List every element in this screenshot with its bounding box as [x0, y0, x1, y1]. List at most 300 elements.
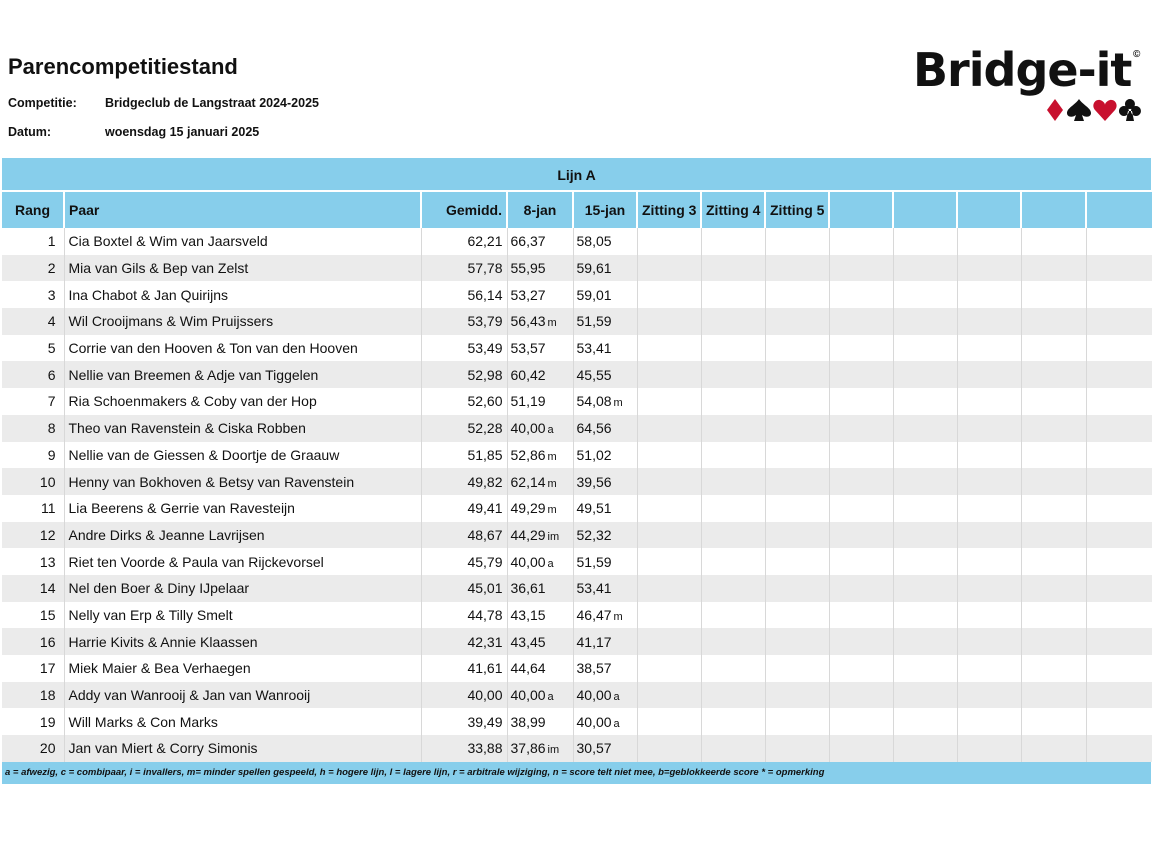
empty-cell: [701, 468, 765, 495]
paar-cell: [64, 575, 421, 602]
table-row: [2, 281, 1152, 308]
empty-cell: [893, 522, 957, 549]
empty-cell: [893, 628, 957, 655]
empty-cell: [957, 388, 1021, 415]
empty-cell: [893, 655, 957, 682]
gemidd-cell: [421, 388, 507, 415]
empty-cell: [1021, 281, 1086, 308]
gemidd-cell: [421, 335, 507, 362]
empty-cell: [829, 655, 893, 682]
logo-text: Bridge-it: [913, 43, 1132, 97]
gemidd-cell: [421, 708, 507, 735]
paar-cell: [64, 628, 421, 655]
paar-value: Cia Boxtel & Wim van Jaarsveld: [68, 233, 268, 250]
rang-cell: [2, 682, 64, 709]
session-1-cell: [507, 415, 573, 442]
col-empty: [893, 192, 957, 228]
gemidd-value: 53,49: [467, 340, 503, 357]
table-row: [2, 655, 1152, 682]
empty-cell: [1021, 255, 1086, 282]
paar-value: Miek Maier & Bea Verhaegen: [68, 660, 251, 677]
gemidd-cell: [421, 735, 507, 762]
paar-cell: [64, 495, 421, 522]
rang-cell: [2, 308, 64, 335]
score-value: 43,45: [510, 633, 546, 650]
paar-value: Addy van Wanrooij & Jan van Wanrooij: [68, 687, 311, 704]
empty-cell: [957, 655, 1021, 682]
heart-icon: [1093, 100, 1116, 121]
empty-cell: [1086, 255, 1152, 282]
empty-cell: [637, 602, 701, 629]
rang-cell: [2, 442, 64, 469]
empty-cell: [637, 388, 701, 415]
table-row: [2, 575, 1152, 602]
score-value: 43,15: [510, 606, 546, 623]
score-value: 40,00: [510, 420, 546, 437]
rang-value: 6: [47, 366, 56, 383]
col-gemidd: Gemidd.: [421, 192, 507, 228]
empty-cell: [701, 548, 765, 575]
empty-cell: [765, 735, 829, 762]
club-icon: [1119, 99, 1141, 121]
paar-cell: [64, 548, 421, 575]
empty-cell: [829, 735, 893, 762]
table-row: [2, 628, 1152, 655]
empty-cell: [765, 575, 829, 602]
session-2-cell: [573, 281, 637, 308]
session-1-cell: [507, 602, 573, 629]
session-2-cell: [573, 442, 637, 469]
session-2-cell: [573, 735, 637, 762]
session-2-cell: [573, 628, 637, 655]
paar-value: Ria Schoenmakers & Coby van der Hop: [68, 393, 317, 410]
score-value: 37,86: [510, 740, 546, 757]
table-row: [2, 708, 1152, 735]
empty-cell: [893, 575, 957, 602]
empty-cell: [765, 655, 829, 682]
paar-cell: [64, 602, 421, 629]
empty-cell: [701, 708, 765, 735]
score-value: 38,99: [510, 713, 546, 730]
score-flag: m: [613, 610, 623, 623]
score-value: 53,41: [576, 580, 612, 597]
session-1-cell: [507, 361, 573, 388]
score-value: 44,29: [510, 526, 546, 543]
empty-cell: [893, 708, 957, 735]
empty-cell: [893, 335, 957, 362]
gemidd-value: 42,31: [467, 633, 503, 650]
empty-cell: [1021, 602, 1086, 629]
copyright-mark: ©: [1133, 49, 1141, 60]
empty-cell: [893, 735, 957, 762]
empty-cell: [957, 628, 1021, 655]
empty-cell: [957, 255, 1021, 282]
empty-cell: [829, 575, 893, 602]
paar-cell: [64, 281, 421, 308]
empty-cell: [829, 228, 893, 255]
empty-cell: [701, 682, 765, 709]
rang-cell: [2, 415, 64, 442]
empty-cell: [829, 255, 893, 282]
score-value: 40,00: [576, 713, 612, 730]
empty-cell: [957, 602, 1021, 629]
empty-cell: [637, 361, 701, 388]
score-value: 49,51: [576, 500, 612, 517]
paar-cell: [64, 228, 421, 255]
rang-cell: [2, 522, 64, 549]
col-empty: [957, 192, 1021, 228]
empty-cell: [829, 415, 893, 442]
empty-cell: [701, 388, 765, 415]
empty-cell: [765, 361, 829, 388]
table-row: [2, 442, 1152, 469]
score-value: 52,86: [510, 446, 546, 463]
paar-value: Nellie van Breemen & Adje van Tiggelen: [68, 366, 319, 383]
empty-cell: [701, 308, 765, 335]
empty-cell: [957, 735, 1021, 762]
gemidd-cell: [421, 628, 507, 655]
empty-cell: [765, 388, 829, 415]
paar-cell: [64, 682, 421, 709]
table-row: [2, 388, 1152, 415]
paar-cell: [64, 655, 421, 682]
empty-cell: [957, 361, 1021, 388]
session-1-cell: [507, 468, 573, 495]
empty-cell: [1086, 228, 1152, 255]
empty-cell: [765, 308, 829, 335]
session-2-cell: [573, 415, 637, 442]
empty-cell: [637, 735, 701, 762]
paar-value: Lia Beerens & Gerrie van Ravesteijn: [68, 500, 295, 517]
empty-cell: [1086, 575, 1152, 602]
paar-value: Henny van Bokhoven & Betsy van Ravenstein: [68, 473, 355, 490]
session-1-cell: [507, 388, 573, 415]
score-value: 51,59: [576, 553, 612, 570]
paar-cell: [64, 708, 421, 735]
session-2-cell: [573, 682, 637, 709]
empty-cell: [829, 628, 893, 655]
rang-value: 9: [47, 446, 56, 463]
empty-cell: [1021, 628, 1086, 655]
session-1-cell: [507, 442, 573, 469]
paar-value: Will Marks & Con Marks: [68, 713, 218, 730]
session-2-cell: [573, 655, 637, 682]
score-flag: m: [547, 504, 557, 517]
empty-cell: [637, 495, 701, 522]
empty-cell: [701, 228, 765, 255]
col-session-3: Zitting 3: [637, 192, 701, 228]
rang-cell: [2, 228, 64, 255]
empty-cell: [829, 361, 893, 388]
score-value: 55,95: [510, 260, 546, 277]
session-2-cell: [573, 522, 637, 549]
score-value: 30,57: [576, 740, 612, 757]
empty-cell: [893, 255, 957, 282]
empty-cell: [957, 548, 1021, 575]
empty-cell: [765, 522, 829, 549]
rang-value: 2: [47, 260, 56, 277]
empty-cell: [1086, 442, 1152, 469]
gemidd-cell: [421, 442, 507, 469]
session-2-cell: [573, 361, 637, 388]
gemidd-cell: [421, 682, 507, 709]
gemidd-value: 52,60: [467, 393, 503, 410]
rang-cell: [2, 708, 64, 735]
empty-cell: [893, 228, 957, 255]
card-suits-icon: [1045, 97, 1143, 123]
session-2-cell: [573, 602, 637, 629]
empty-cell: [1086, 602, 1152, 629]
score-flag: m: [547, 450, 557, 463]
col-empty: [1086, 192, 1152, 228]
table-row: [2, 308, 1152, 335]
rang-value: 3: [47, 286, 56, 303]
session-2-cell: [573, 468, 637, 495]
empty-cell: [637, 228, 701, 255]
paar-value: Nel den Boer & Diny IJpelaar: [68, 580, 250, 597]
table-row: [2, 255, 1152, 282]
empty-cell: [637, 335, 701, 362]
legend-footer: a = afwezig, c = combipaar, i = invallers, m= minder spellen gespeeld, h = hogere lijn, l = lagere lijn, r = arbitrale wijziging, n = score telt niet mee, b=geblokkeerde score * = opmerking: [2, 762, 1151, 784]
gemidd-cell: [421, 308, 507, 335]
empty-cell: [765, 335, 829, 362]
empty-cell: [637, 575, 701, 602]
session-2-cell: [573, 255, 637, 282]
empty-cell: [1086, 335, 1152, 362]
gemidd-value: 45,01: [467, 580, 503, 597]
empty-cell: [893, 548, 957, 575]
gemidd-cell: [421, 415, 507, 442]
session-1-cell: [507, 228, 573, 255]
rang-cell: [2, 655, 64, 682]
empty-cell: [1086, 655, 1152, 682]
score-flag: a: [547, 424, 554, 437]
empty-cell: [829, 682, 893, 709]
paar-value: Corrie van den Hooven & Ton van den Hooven: [68, 340, 358, 357]
empty-cell: [957, 335, 1021, 362]
table-row: [2, 682, 1152, 709]
empty-cell: [829, 308, 893, 335]
rang-value: 14: [39, 580, 56, 597]
col-session-4: Zitting 4: [701, 192, 765, 228]
paar-value: Mia van Gils & Bep van Zelst: [68, 260, 249, 277]
empty-cell: [1021, 361, 1086, 388]
empty-cell: [1021, 442, 1086, 469]
empty-cell: [957, 708, 1021, 735]
empty-cell: [893, 308, 957, 335]
empty-cell: [637, 522, 701, 549]
rang-cell: [2, 575, 64, 602]
session-1-cell: [507, 308, 573, 335]
paar-value: Andre Dirks & Jeanne Lavrijsen: [68, 526, 265, 543]
table-row: [2, 228, 1152, 255]
empty-cell: [701, 495, 765, 522]
empty-cell: [637, 442, 701, 469]
session-1-cell: [507, 655, 573, 682]
gemidd-value: 40,00: [467, 687, 503, 704]
score-flag: m: [613, 397, 623, 410]
empty-cell: [1021, 228, 1086, 255]
rang-cell: [2, 335, 64, 362]
rang-cell: [2, 628, 64, 655]
gemidd-cell: [421, 522, 507, 549]
rang-value: 10: [39, 473, 56, 490]
session-2-cell: [573, 228, 637, 255]
gemidd-value: 49,82: [467, 473, 503, 490]
rang-cell: [2, 495, 64, 522]
empty-cell: [701, 575, 765, 602]
gemidd-value: 33,88: [467, 740, 503, 757]
empty-cell: [637, 708, 701, 735]
empty-cell: [1086, 308, 1152, 335]
datum-label: Datum:: [8, 125, 52, 139]
empty-cell: [1086, 415, 1152, 442]
empty-cell: [1021, 468, 1086, 495]
empty-cell: [957, 522, 1021, 549]
session-2-cell: [573, 548, 637, 575]
paar-value: Riet ten Voorde & Paula van Rijckevorsel: [68, 553, 324, 570]
paar-value: Nelly van Erp & Tilly Smelt: [68, 606, 233, 623]
paar-cell: [64, 308, 421, 335]
gemidd-cell: [421, 468, 507, 495]
score-value: 52,32: [576, 526, 612, 543]
table-row: [2, 522, 1152, 549]
table-row: [2, 495, 1152, 522]
competitie-label: Competitie:: [8, 96, 77, 110]
score-value: 51,02: [576, 446, 612, 463]
score-value: 51,59: [576, 313, 612, 330]
paar-value: Theo van Ravenstein & Ciska Robben: [68, 420, 306, 437]
rang-value: 12: [39, 526, 56, 543]
page-title: Parencompetitiestand: [8, 54, 238, 79]
gemidd-value: 41,61: [467, 660, 503, 677]
table-row: [2, 735, 1152, 762]
empty-cell: [1021, 548, 1086, 575]
session-1-cell: [507, 281, 573, 308]
empty-cell: [1086, 468, 1152, 495]
session-2-cell: [573, 495, 637, 522]
empty-cell: [829, 468, 893, 495]
score-value: 36,61: [510, 580, 546, 597]
score-value: 40,00: [510, 687, 546, 704]
gemidd-value: 53,79: [467, 313, 503, 330]
paar-value: Nellie van de Giessen & Doortje de Graauw: [68, 446, 340, 463]
empty-cell: [893, 415, 957, 442]
col-session-5: Zitting 5: [765, 192, 829, 228]
rang-value: 5: [47, 340, 56, 357]
empty-cell: [829, 495, 893, 522]
rang-cell: [2, 735, 64, 762]
empty-cell: [957, 308, 1021, 335]
results-table: [2, 192, 1152, 762]
table-row: [2, 548, 1152, 575]
score-flag: im: [547, 744, 560, 757]
empty-cell: [957, 281, 1021, 308]
empty-cell: [957, 495, 1021, 522]
score-value: 66,37: [510, 233, 546, 250]
empty-cell: [893, 682, 957, 709]
rang-value: 19: [39, 713, 56, 730]
gemidd-value: 62,21: [467, 233, 503, 250]
empty-cell: [765, 495, 829, 522]
gemidd-value: 45,79: [467, 553, 503, 570]
gemidd-cell: [421, 548, 507, 575]
empty-cell: [637, 308, 701, 335]
rang-cell: [2, 548, 64, 575]
table-header-row: [2, 192, 1152, 228]
empty-cell: [893, 361, 957, 388]
empty-cell: [957, 228, 1021, 255]
session-1-cell: [507, 575, 573, 602]
empty-cell: [829, 388, 893, 415]
gemidd-cell: [421, 575, 507, 602]
table-row: [2, 361, 1152, 388]
rang-cell: [2, 361, 64, 388]
table-row: [2, 468, 1152, 495]
empty-cell: [765, 602, 829, 629]
empty-cell: [701, 281, 765, 308]
score-flag: a: [547, 557, 554, 570]
gemidd-cell: [421, 255, 507, 282]
empty-cell: [1021, 735, 1086, 762]
empty-cell: [765, 281, 829, 308]
gemidd-value: 44,78: [467, 606, 503, 623]
empty-cell: [957, 682, 1021, 709]
score-value: 51,19: [510, 393, 546, 410]
rang-value: 11: [40, 500, 56, 517]
rang-value: 18: [39, 687, 56, 704]
empty-cell: [765, 468, 829, 495]
rang-cell: [2, 602, 64, 629]
empty-cell: [701, 255, 765, 282]
gemidd-cell: [421, 655, 507, 682]
empty-cell: [829, 548, 893, 575]
competitie-value: Bridgeclub de Langstraat 2024-2025: [105, 96, 319, 110]
gemidd-cell: [421, 495, 507, 522]
score-value: 49,29: [510, 500, 546, 517]
empty-cell: [893, 388, 957, 415]
gemidd-value: 52,98: [467, 366, 503, 383]
score-value: 38,57: [576, 660, 612, 677]
col-paar: Paar: [64, 192, 421, 228]
empty-cell: [1086, 628, 1152, 655]
empty-cell: [829, 281, 893, 308]
score-value: 46,47: [576, 606, 612, 623]
rang-cell: [2, 468, 64, 495]
table-row: [2, 415, 1152, 442]
empty-cell: [701, 522, 765, 549]
empty-cell: [1086, 522, 1152, 549]
gemidd-value: 57,78: [467, 260, 503, 277]
empty-cell: [701, 602, 765, 629]
datum-value: woensdag 15 januari 2025: [105, 125, 260, 139]
rang-value: 13: [39, 553, 56, 570]
paar-cell: [64, 255, 421, 282]
session-2-cell: [573, 708, 637, 735]
paar-cell: [64, 335, 421, 362]
table-row: [2, 335, 1152, 362]
score-value: 56,43: [510, 313, 546, 330]
gemidd-value: 52,28: [467, 420, 503, 437]
empty-cell: [829, 602, 893, 629]
empty-cell: [1021, 495, 1086, 522]
empty-cell: [1086, 735, 1152, 762]
score-value: 58,05: [576, 233, 612, 250]
empty-cell: [701, 655, 765, 682]
col-session-2: 15-jan: [573, 192, 637, 228]
empty-cell: [1021, 308, 1086, 335]
rang-cell: [2, 388, 64, 415]
